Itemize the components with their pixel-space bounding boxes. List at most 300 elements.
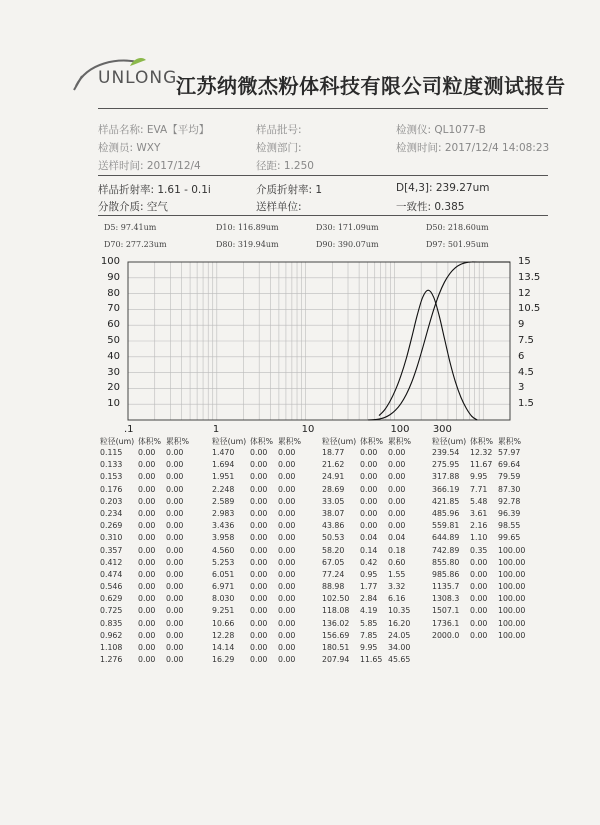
table-cell: 0.00 xyxy=(166,618,184,628)
table-cell: 0.00 xyxy=(138,460,156,470)
table-cell: 0.00 xyxy=(470,594,488,604)
table-cell: 0.00 xyxy=(166,484,184,494)
table-cell: 0.203 xyxy=(100,496,123,506)
table-row xyxy=(432,631,530,643)
table-row xyxy=(100,485,198,497)
table-cell: 0.00 xyxy=(360,521,378,531)
table-cell: 0.629 xyxy=(100,594,123,604)
table-header-cell: 粒径(um) xyxy=(212,437,247,446)
table-row xyxy=(100,509,198,521)
table-row xyxy=(212,570,310,582)
table-cell: 0.115 xyxy=(100,448,123,457)
y-left-tick-label: 40 xyxy=(107,350,120,362)
table-cell: 0.00 xyxy=(278,594,296,604)
table-cell: 0.35 xyxy=(470,545,488,555)
table-cell: 0.04 xyxy=(360,533,378,543)
table-cell: 33.05 xyxy=(322,496,345,506)
table-cell: 0.00 xyxy=(278,508,296,518)
table-cell: 0.00 xyxy=(250,508,268,518)
y-right-tick-label: 4.5 xyxy=(518,366,534,378)
table-cell: 0.00 xyxy=(278,630,296,640)
table-cell: 1.276 xyxy=(100,655,123,665)
table-cell: 0.00 xyxy=(138,606,156,616)
table-row xyxy=(432,509,530,521)
table-cell: 0.00 xyxy=(166,496,184,506)
x-tick-label: 300 xyxy=(432,424,452,435)
table-cell: 28.69 xyxy=(322,484,345,494)
table-header-cell: 累积% xyxy=(166,437,190,446)
table-row xyxy=(100,606,198,618)
table-cell: 16.29 xyxy=(212,655,235,665)
d50-value: D50: 218.60um xyxy=(426,223,489,232)
table-cell: 0.310 xyxy=(100,533,123,543)
instrument: 检测仪: QL1077-B xyxy=(396,124,486,136)
table-cell: 3.436 xyxy=(212,521,235,531)
table-row xyxy=(432,558,530,570)
table-row xyxy=(432,546,530,558)
table-cell: 0.00 xyxy=(250,545,268,555)
table-header-cell: 粒径(um) xyxy=(322,437,357,446)
table-row xyxy=(432,460,530,472)
table-row xyxy=(322,509,420,521)
table-cell: 0.00 xyxy=(138,472,156,482)
table-header-cell: 体积% xyxy=(470,437,494,446)
table-column-group xyxy=(322,436,420,667)
table-cell: 2.589 xyxy=(212,496,235,506)
table-cell: 0.00 xyxy=(278,472,296,482)
table-row xyxy=(100,619,198,631)
table-row xyxy=(100,631,198,643)
table-row xyxy=(100,497,198,509)
table-cell: 98.55 xyxy=(498,521,521,531)
table-cell: 38.07 xyxy=(322,508,345,518)
table-cell: 156.69 xyxy=(322,630,350,640)
table-cell: 10.35 xyxy=(388,606,411,616)
table-cell: 0.00 xyxy=(166,569,184,579)
table-row xyxy=(322,582,420,594)
table-cell: 742.89 xyxy=(432,545,460,555)
table-cell: 0.00 xyxy=(278,496,296,506)
table-row xyxy=(100,570,198,582)
table-cell: 100.00 xyxy=(498,606,526,616)
table-row xyxy=(212,448,310,460)
table-cell: 0.725 xyxy=(100,606,123,616)
sample-refractive: 样品折射率: 1.61 - 0.1i xyxy=(98,184,211,196)
table-cell: 0.00 xyxy=(166,557,184,567)
table-cell: 1.77 xyxy=(360,582,378,592)
table-cell: 0.00 xyxy=(470,618,488,628)
table-cell: 0.234 xyxy=(100,508,123,518)
table-column-group xyxy=(100,436,198,667)
table-row xyxy=(100,460,198,472)
table-cell: 0.04 xyxy=(388,533,406,543)
table-row xyxy=(432,606,530,618)
d5-value: D5: 97.41um xyxy=(104,223,157,232)
table-row xyxy=(212,582,310,594)
table-cell: 92.78 xyxy=(498,496,521,506)
y-left-tick-label: 60 xyxy=(107,319,120,331)
table-column-group xyxy=(432,436,530,643)
dispersion-medium: 分散介质: 空气 xyxy=(98,201,168,213)
table-cell: 0.42 xyxy=(360,557,378,567)
table-cell: 0.00 xyxy=(278,618,296,628)
table-cell: 88.98 xyxy=(322,582,345,592)
table-cell: 9.95 xyxy=(360,643,378,652)
table-cell: 0.00 xyxy=(250,606,268,616)
table-cell: 0.00 xyxy=(250,533,268,543)
table-cell: 0.00 xyxy=(470,557,488,567)
table-cell: 0.00 xyxy=(250,496,268,506)
table-cell: 2.248 xyxy=(212,484,235,494)
table-cell: 0.176 xyxy=(100,484,123,494)
table-cell: 43.86 xyxy=(322,521,345,531)
table-row xyxy=(100,472,198,484)
table-cell: 0.00 xyxy=(250,557,268,567)
table-cell: 2.983 xyxy=(212,508,235,518)
table-header xyxy=(212,436,310,448)
table-cell: 4.19 xyxy=(360,606,378,616)
table-cell: 0.00 xyxy=(278,557,296,567)
table-cell: 0.00 xyxy=(278,655,296,665)
table-row xyxy=(322,619,420,631)
table-cell: 0.00 xyxy=(138,655,156,665)
table-cell: 16.20 xyxy=(388,618,411,628)
d43-value: D[4,3]: 239.27um xyxy=(396,182,490,194)
table-column-group xyxy=(212,436,310,667)
table-row xyxy=(212,460,310,472)
table-cell: 317.88 xyxy=(432,472,460,482)
table-header-cell: 粒径(um) xyxy=(100,437,135,446)
table-row xyxy=(212,643,310,655)
table-row xyxy=(432,570,530,582)
table-cell: 0.00 xyxy=(278,521,296,531)
table-cell: 5.253 xyxy=(212,557,235,567)
table-cell: 100.00 xyxy=(498,582,526,592)
table-row xyxy=(322,643,420,655)
table-header-cell: 累积% xyxy=(498,437,522,446)
table-cell: 0.00 xyxy=(138,484,156,494)
table-cell: 485.96 xyxy=(432,508,460,518)
table-cell: 0.00 xyxy=(138,521,156,531)
table-cell: 0.00 xyxy=(388,521,406,531)
table-header-cell: 粒径(um) xyxy=(432,437,467,446)
y-left-tick-label: 50 xyxy=(107,335,120,346)
table-cell: 0.00 xyxy=(360,508,378,518)
table-cell: 136.02 xyxy=(322,618,350,628)
table-cell: 34.00 xyxy=(388,643,411,652)
table-cell: 0.269 xyxy=(100,521,123,531)
d30-value: D30: 171.09um xyxy=(316,223,379,232)
table-row xyxy=(212,509,310,521)
table-cell: 0.00 xyxy=(470,569,488,579)
table-cell: 0.00 xyxy=(278,460,296,470)
table-cell: 0.00 xyxy=(166,606,184,616)
y-right-tick-label: 1.5 xyxy=(518,398,534,410)
table-cell: 100.00 xyxy=(498,569,526,579)
x-tick-label: .1 xyxy=(124,424,134,435)
y-right-tick-label: 6 xyxy=(518,350,525,362)
table-cell: 0.00 xyxy=(388,472,406,482)
sample-name: 样品名称: EVA【平均】 xyxy=(98,124,210,136)
table-cell: 0.00 xyxy=(166,460,184,470)
table-cell: 9.95 xyxy=(470,472,488,482)
table-cell: 77.24 xyxy=(322,569,345,579)
table-cell: 0.00 xyxy=(250,582,268,592)
table-row xyxy=(212,533,310,545)
table-cell: 0.00 xyxy=(278,448,296,457)
table-cell: 0.00 xyxy=(138,545,156,555)
table-row xyxy=(322,606,420,618)
uniformity: 一致性: 0.385 xyxy=(396,201,465,213)
table-cell: 0.00 xyxy=(360,460,378,470)
d90-value: D90: 390.07um xyxy=(316,240,379,249)
y-left-tick-label: 20 xyxy=(107,382,120,394)
table-cell: 0.14 xyxy=(360,545,378,555)
sample-batch: 样品批号: xyxy=(256,124,302,136)
table-cell: 100.00 xyxy=(498,594,526,604)
x-tick-label: 1 xyxy=(212,424,220,435)
table-cell: 0.00 xyxy=(250,472,268,482)
table-cell: 0.00 xyxy=(388,496,406,506)
table-row xyxy=(212,606,310,618)
table-cell: 87.30 xyxy=(498,484,521,494)
table-cell: 1308.3 xyxy=(432,594,460,604)
table-cell: 14.14 xyxy=(212,643,235,652)
table-cell: 0.00 xyxy=(138,582,156,592)
table-cell: 0.00 xyxy=(278,533,296,543)
table-header-cell: 体积% xyxy=(360,437,384,446)
send-time: 送样时间: 2017/12/4 xyxy=(98,160,201,172)
table-cell: 1135.7 xyxy=(432,582,460,592)
table-cell: 0.00 xyxy=(166,533,184,543)
y-right-tick-label: 3 xyxy=(518,382,525,394)
y-left-tick-label: 90 xyxy=(107,271,120,283)
table-row xyxy=(322,485,420,497)
table-cell: 0.00 xyxy=(138,569,156,579)
table-row xyxy=(212,497,310,509)
y-left-tick-label: 70 xyxy=(107,303,120,315)
table-cell: 69.64 xyxy=(498,460,521,470)
table-cell: 7.71 xyxy=(470,484,488,494)
table-cell: 0.00 xyxy=(138,594,156,604)
table-cell: 0.00 xyxy=(278,606,296,616)
table-header-cell: 体积% xyxy=(138,437,162,446)
table-cell: 9.251 xyxy=(212,606,235,616)
table-cell: 0.00 xyxy=(138,618,156,628)
table-cell: 0.00 xyxy=(166,630,184,640)
table-cell: 0.00 xyxy=(166,448,184,457)
table-cell: 0.00 xyxy=(388,460,406,470)
table-header-cell: 累积% xyxy=(388,437,412,446)
table-cell: 0.00 xyxy=(278,643,296,652)
table-cell: 0.00 xyxy=(138,557,156,567)
table-cell: 0.00 xyxy=(470,630,488,640)
table-cell: 0.00 xyxy=(250,521,268,531)
x-tick-label: 100 xyxy=(390,424,410,435)
table-cell: 0.835 xyxy=(100,618,123,628)
y-right-tick-label: 13.5 xyxy=(518,271,541,283)
table-cell: 1507.1 xyxy=(432,606,460,616)
table-cell: 0.00 xyxy=(250,448,268,457)
table-cell: 0.00 xyxy=(388,448,406,457)
table-row xyxy=(432,619,530,631)
table-cell: 45.65 xyxy=(388,655,411,665)
y-right-tick-label: 10.5 xyxy=(518,303,541,315)
table-cell: 79.59 xyxy=(498,472,521,482)
y-left-tick-label: 30 xyxy=(107,366,120,378)
table-cell: 99.65 xyxy=(498,533,521,543)
table-cell: 6.971 xyxy=(212,582,235,592)
table-row xyxy=(212,472,310,484)
table-cell: 0.00 xyxy=(250,484,268,494)
y-right-tick-label: 7.5 xyxy=(518,335,534,346)
table-cell: 3.61 xyxy=(470,508,488,518)
y-left-tick-label: 100 xyxy=(100,256,120,267)
table-cell: 100.00 xyxy=(498,545,526,555)
table-row xyxy=(322,546,420,558)
table-row xyxy=(322,594,420,606)
table-row xyxy=(432,594,530,606)
test-time: 检测时间: 2017/12/4 14:08:23 xyxy=(396,142,550,154)
table-cell: 96.39 xyxy=(498,508,521,518)
table-row xyxy=(322,472,420,484)
table-cell: 100.00 xyxy=(498,618,526,628)
table-cell: 0.00 xyxy=(278,484,296,494)
table-cell: 0.00 xyxy=(166,545,184,555)
test-dept: 检测部门: xyxy=(256,142,302,154)
table-cell: 1.10 xyxy=(470,533,488,543)
table-cell: 67.05 xyxy=(322,557,345,567)
table-row xyxy=(100,521,198,533)
table-cell: 0.546 xyxy=(100,582,123,592)
distance: 径距: 1.250 xyxy=(256,160,314,172)
table-cell: 100.00 xyxy=(498,557,526,567)
table-row xyxy=(100,448,198,460)
send-unit: 送样单位: xyxy=(256,201,302,213)
table-header xyxy=(322,436,420,448)
medium-refractive: 介质折射率: 1 xyxy=(256,184,323,196)
table-cell: 0.00 xyxy=(166,655,184,665)
table-row xyxy=(432,582,530,594)
table-cell: 3.32 xyxy=(388,582,406,592)
table-cell: 0.00 xyxy=(278,545,296,555)
table-cell: 12.32 xyxy=(470,448,493,457)
table-cell: 58.20 xyxy=(322,545,345,555)
table-cell: 1.108 xyxy=(100,643,123,652)
table-cell: 18.77 xyxy=(322,448,345,457)
table-row xyxy=(322,533,420,545)
table-cell: 8.030 xyxy=(212,594,235,604)
table-row xyxy=(100,655,198,667)
table-cell: 0.00 xyxy=(166,594,184,604)
table-row xyxy=(212,521,310,533)
table-row xyxy=(432,485,530,497)
table-row xyxy=(212,655,310,667)
y-left-tick-label: 10 xyxy=(107,398,120,410)
table-cell: 366.19 xyxy=(432,484,460,494)
table-cell: 1.951 xyxy=(212,472,235,482)
table-cell: 10.66 xyxy=(212,618,235,628)
table-cell: 1.694 xyxy=(212,460,235,470)
x-tick-label: 10 xyxy=(301,424,315,435)
table-cell: 0.00 xyxy=(250,594,268,604)
table-cell: 0.474 xyxy=(100,569,123,579)
table-row xyxy=(100,546,198,558)
table-cell: 0.00 xyxy=(250,630,268,640)
table-cell: 0.00 xyxy=(470,606,488,616)
table-cell: 0.00 xyxy=(138,630,156,640)
y-left-tick-label: 80 xyxy=(107,287,120,299)
table-cell: 0.153 xyxy=(100,472,123,482)
table-row xyxy=(322,460,420,472)
table-cell: 102.50 xyxy=(322,594,350,604)
table-cell: 7.85 xyxy=(360,630,378,640)
table-row xyxy=(322,521,420,533)
table-cell: 1736.1 xyxy=(432,618,460,628)
table-cell: 5.85 xyxy=(360,618,378,628)
table-cell: 0.00 xyxy=(250,460,268,470)
table-row xyxy=(212,546,310,558)
y-right-tick-label: 15 xyxy=(518,256,531,267)
d70-value: D70: 277.23um xyxy=(104,240,167,249)
logo-text: UNLONG xyxy=(98,68,178,88)
table-cell: 0.962 xyxy=(100,630,123,640)
table-cell: 6.16 xyxy=(388,594,406,604)
table-cell: 2.84 xyxy=(360,594,378,604)
table-cell: 118.08 xyxy=(322,606,350,616)
table-row xyxy=(322,558,420,570)
table-cell: 50.53 xyxy=(322,533,345,543)
table-cell: 24.05 xyxy=(388,630,411,640)
table-cell: 985.86 xyxy=(432,569,460,579)
table-cell: 4.560 xyxy=(212,545,235,555)
table-cell: 0.00 xyxy=(166,521,184,531)
table-cell: 0.00 xyxy=(388,508,406,518)
table-row xyxy=(432,533,530,545)
table-cell: 0.18 xyxy=(388,545,406,555)
table-cell: 0.00 xyxy=(278,582,296,592)
table-header-cell: 累积% xyxy=(278,437,302,446)
table-cell: 0.00 xyxy=(360,448,378,457)
table-cell: 0.00 xyxy=(360,484,378,494)
table-cell: 21.62 xyxy=(322,460,345,470)
table-cell: 0.00 xyxy=(166,643,184,652)
table-row xyxy=(100,594,198,606)
table-cell: 0.60 xyxy=(388,557,406,567)
table-cell: 0.00 xyxy=(138,508,156,518)
table-cell: 559.81 xyxy=(432,521,460,531)
table-header-cell: 体积% xyxy=(250,437,274,446)
table-row xyxy=(100,582,198,594)
table-row xyxy=(212,485,310,497)
d10-value: D10: 116.89um xyxy=(216,223,279,232)
table-row xyxy=(432,521,530,533)
table-cell: 0.00 xyxy=(166,472,184,482)
table-cell: 0.00 xyxy=(138,533,156,543)
table-cell: 0.00 xyxy=(388,484,406,494)
table-row xyxy=(322,631,420,643)
y-right-tick-label: 12 xyxy=(518,287,531,299)
d97-value: D97: 501.95um xyxy=(426,240,489,249)
table-row xyxy=(212,594,310,606)
table-cell: 0.00 xyxy=(138,448,156,457)
table-cell: 855.80 xyxy=(432,557,460,567)
table-row xyxy=(212,619,310,631)
table-cell: 0.00 xyxy=(166,508,184,518)
table-cell: 207.94 xyxy=(322,655,350,665)
table-row xyxy=(212,631,310,643)
table-cell: 11.67 xyxy=(470,460,493,470)
